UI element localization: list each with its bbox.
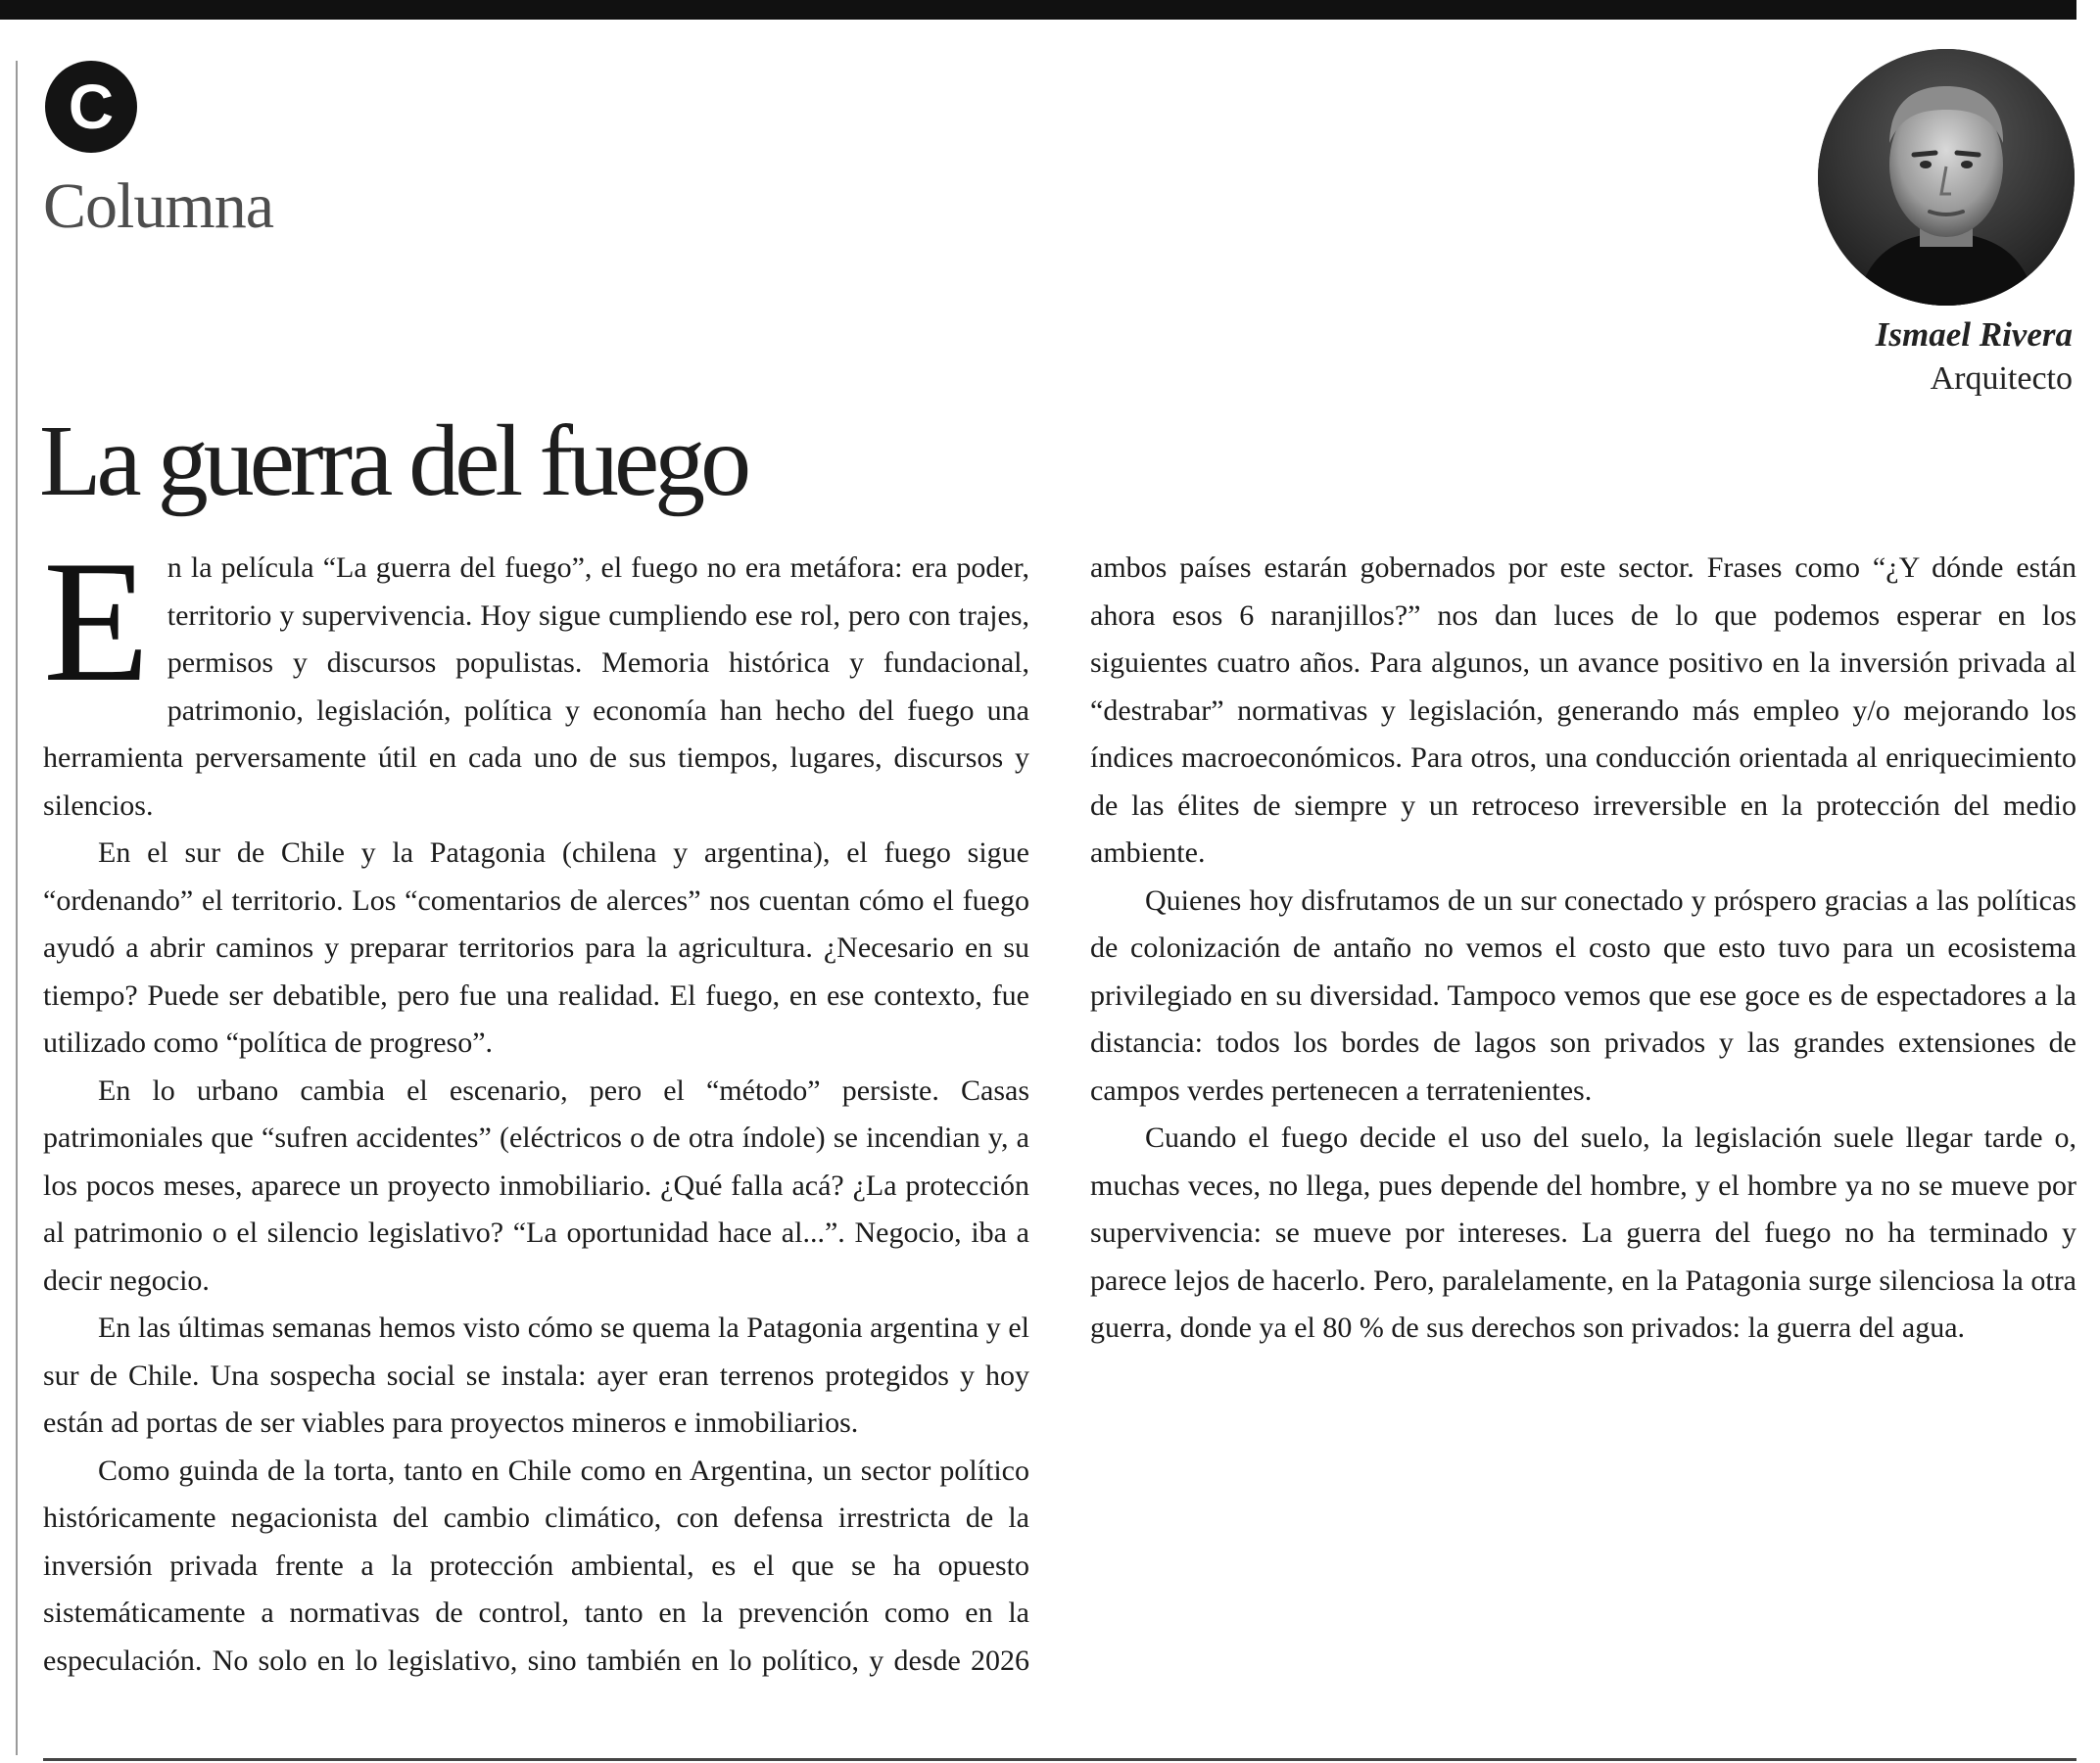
section-badge: C [45,61,137,153]
article-paragraph [43,524,1029,830]
left-rule [16,61,18,1755]
article-paragraph: En las últimas semanas hemos visto cómo se quema la Patagonia argentina y el sur de Chile. Una sospecha social se instala: ayer eran terrenos protegidos y hoy están ad portas de ser viables para proyectos mineros e inmobiliarios. [43,1311,1029,1439]
author-avatar [1818,49,2075,306]
author-portrait-icon [1818,49,2075,306]
article-paragraph: Como guinda de la torta, tanto en Chile como en Argentina, un sector político históricamente negacionista del cambio climático, con defensa irrestricta de la inversión privada frente a la protección ambiental, es el que se ha opuesto sistemáticamente a normativas de control, tanto en la prevención como en la especulación. No solo en lo legislativo, sino también en lo político, y desde 2026 ambos países estarán gobernados por este sector. Frases como “¿Y dónde están ahora esos 6 naranjillos?” nos dan luces de lo que podemos esperar en los siguientes cuatro años. Para algunos, un avance positivo en la inversión privada al “destrabar” normativas y legislación, generando más empleo y/o mejorando los índices macroeconómicos. Para otros, una conducción orientada al enriquecimiento de las élites de siempre y un retroceso irreversible en la protección del medio ambiente. [43,551,2076,1677]
paragraph-text: n la película “La guerra del fuego”, el fuego no era metáfora: era poder, territorio y supervivencia. Hoy sigue cumpliendo ese rol, pero con trajes, permisos y discursos populistas. Memoria histórica y fundacional, patrimonio, legislación, política y economía han hecho del fuego una herramienta perversamente útil en cada uno de sus tiempos, lugares, discursos y silencios. [43,551,1029,822]
top-rule [0,0,2076,20]
author-name: Ismael Rivera [1875,315,2073,354]
article-paragraph: En lo urbano cambia el escenario, pero el “método” persiste. Casas patrimoniales que “sufren accidentes” (eléctricos o de otra índole) se incendian y, a los pocos meses, aparece un proyecto inmobiliario. ¿Qué falla acá? ¿La protección al patrimonio o el silencio legislativo? “La oportunidad hace al...”. Negocio, iba a decir negocio. [43,1073,1029,1297]
article-body [43,524,2076,1732]
bottom-rule [43,1758,2076,1761]
article-paragraph: Quienes hoy disfrutamos de un sur conectado y próspero gracias a las políticas de colonización de antaño no vemos el costo que esto tuvo para un ecosistema privilegiado en su diversidad. Tampoco vemos que ese goce es de espectadores a la distancia: todos los bordes de lagos son privados y las grandes extensiones de campos verdes pertenecen a terratenientes. [1090,883,2076,1107]
article-paragraph: Cuando el fuego decide el uso del suelo, la legislación suele llegar tarde o, muchas veces, no llega, pues depende del hombre, y el hombre ya no se mueve por supervivencia: se mueve por intereses. La guerra del fuego no ha terminado y parece lejos de hacerlo. Pero, paralelamente, en la Patagonia surge silenciosa la otra guerra, donde ya el 80 % de sus derechos son privados: la guerra del agua. [1090,1121,2076,1344]
author-role: Arquitecto [1930,360,2073,397]
drop-cap: E [43,524,150,718]
article-paragraph: En el sur de Chile y la Patagonia (chilena y argentina), el fuego sigue “ordenando” el territorio. Los “comentarios de alerces” nos cuentan cómo el fuego ayudó a abrir caminos y preparar territorios para la agricultura. ¿Necesario en su tiempo? Puede ser debatible, pero fue una realidad. El fuego, en ese contexto, fue utilizado como “política de progreso”. [43,836,1029,1059]
section-label: Columna [43,170,273,242]
article-title: La guerra del fuego [39,405,747,517]
